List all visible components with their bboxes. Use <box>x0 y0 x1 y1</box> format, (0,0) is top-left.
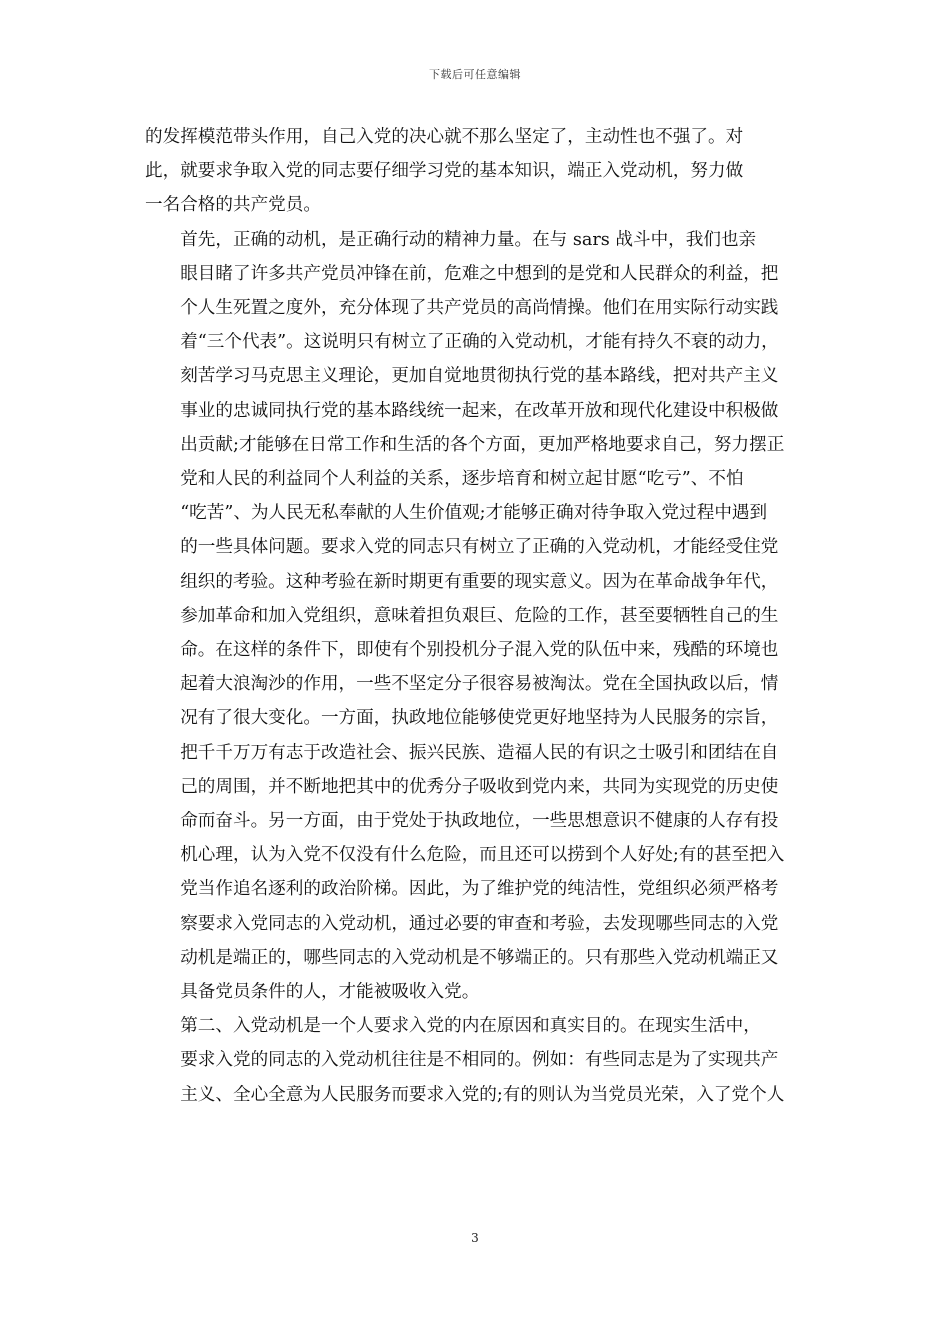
text-line: 机心理，认为入党不仅没有什么危险，而且还可以捞到个人好处;有的甚至把入 <box>180 845 785 866</box>
text-line: 具备党员条件的人，才能被吸收入党。 <box>180 982 480 1003</box>
text-line: 己的周围，并不断地把其中的优秀分子吸收到党内来，共同为实现党的历史使 <box>180 776 779 797</box>
text-line: 参加革命和加入党组织，意味着担负艰巨、危险的工作，甚至要牺牲自己的生 <box>180 605 779 626</box>
text-line: 的发挥模范带头作用，自己入党的决心就不那么坚定了，主动性也不强了。对 <box>145 127 744 147</box>
text-line: 的一些具体问题。要求入党的同志只有树立了正确的入党动机，才能经受住党 <box>180 537 779 558</box>
text-line: 首先，正确的动机，是正确行动的精神力量。在与 sars 战斗中，我们也亲 <box>180 229 757 250</box>
text-line: 刻苦学习马克思主义理论，更加自觉地贯彻执行党的基本路线，把对共产主义 <box>180 366 779 387</box>
text-line: 党当作追名逐利的政治阶梯。因此，为了维护党的纯洁性，党组织必须严格考 <box>180 879 779 900</box>
paragraph-1 <box>145 120 805 223</box>
text-line: 况有了很大变化。一方面，执政地位能够使党更好地坚持为人民服务的宗旨， <box>180 708 779 729</box>
text-line: 主义、全心全意为人民服务而要求入党的;有的则认为当党员光荣，入了党个人 <box>180 1084 785 1105</box>
document-body <box>145 120 805 1112</box>
text-line: 党和人民的利益同个人利益的关系，逐步培育和树立起甘愿“吃亏”、不怕 <box>180 469 744 490</box>
text-line: 着“三个代表”。这说明只有树立了正确的入党动机，才能有持久不衰的动力， <box>180 332 779 353</box>
text-line: 要求入党的同志的入党动机往往是不相同的。例如：有些同志是为了实现共产 <box>180 1050 779 1071</box>
text-line: 组织的考验。这种考验在新时期更有重要的现实意义。因为在革命战争年代， <box>180 571 779 592</box>
text-line: 一名合格的共产党员。 <box>145 195 321 216</box>
text-line: 个人生死置之度外，充分体现了共产党员的高尚情操。他们在用实际行动实践 <box>180 298 779 319</box>
text-line: 第二、入党动机是一个人要求入党的内在原因和真实目的。在现实生活中， <box>180 1016 761 1037</box>
page-number: 3 <box>471 1231 479 1245</box>
text-line: 起着大浪淘沙的作用，一些不坚定分子很容易被淘汰。党在全国执政以后，情 <box>180 674 779 695</box>
paragraph-2 <box>145 223 805 1010</box>
text-line: 出贡献;才能够在日常工作和生活的各个方面，更加严格地要求自己，努力摆正 <box>180 434 785 455</box>
page-header: 下载后可任意编辑 <box>429 68 521 81</box>
text-line: 动机是端正的，哪些同志的入党动机是不够端正的。只有那些入党动机端正又 <box>180 947 779 968</box>
text-line: 此，就要求争取入党的同志要仔细学习党的基本知识，端正入党动机，努力做 <box>145 161 744 182</box>
text-line: “吃苦”、为人民无私奉献的人生价值观;才能够正确对待争取入党过程中遇到 <box>180 503 768 524</box>
text-line: 眼目睹了许多共产党员冲锋在前，危难之中想到的是党和人民群众的利益，把 <box>180 263 779 284</box>
text-line: 察要求入党同志的入党动机，通过必要的审查和考验，去发现哪些同志的入党 <box>180 913 779 934</box>
text-line: 命而奋斗。另一方面，由于党处于执政地位，一些思想意识不健康的人存有投 <box>180 811 779 832</box>
text-line: 事业的忠诚同执行党的基本路线统一起来，在改革开放和现代化建设中积极做 <box>180 400 779 421</box>
text-line: 把千千万万有志于改造社会、振兴民族、造福人民的有识之士吸引和团结在自 <box>180 742 779 763</box>
text-line: 命。在这样的条件下，即使有个别投机分子混入党的队伍中来，残酷的环境也 <box>180 640 779 661</box>
paragraph-3 <box>145 1009 805 1112</box>
